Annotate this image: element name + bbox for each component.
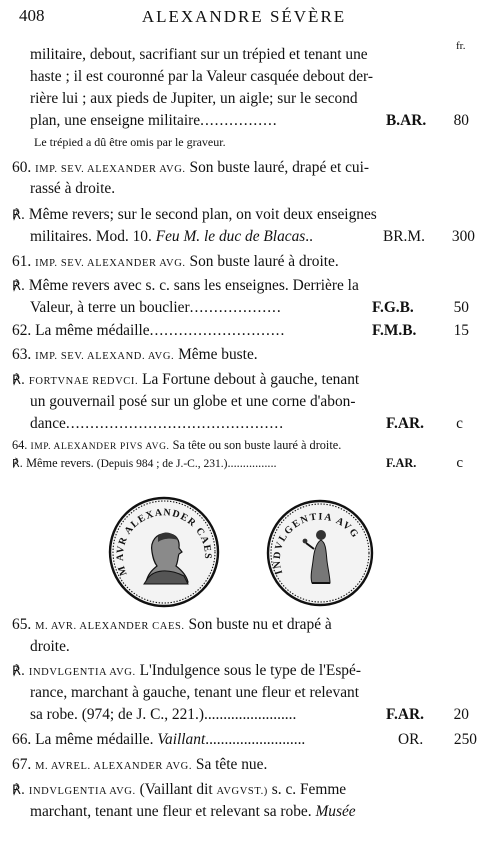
line-text: militaires. Mod. 10. <box>30 228 152 245</box>
entry-line <box>0 754 488 776</box>
line-text: Son buste lauré à droite. <box>189 253 339 270</box>
line-text: rassé à droite. <box>30 180 116 197</box>
line-text: droite. <box>30 638 70 655</box>
line-text: La Fortune debout à gauche, tenant <box>142 371 360 388</box>
coin-reverse-legend: INDVLGENTIA AVG <box>271 511 362 576</box>
price: 15 <box>453 322 469 339</box>
coin-legend: FORTVNAE REDVCI. <box>28 376 139 387</box>
line-text: (Vaillant dit <box>139 781 213 798</box>
text-line <box>0 226 488 248</box>
line-text: sa robe. (974; de J. C., 221.) <box>30 706 204 723</box>
reverse-line <box>0 452 488 474</box>
line-text: un gouvernail posé sur un globe et une corne d'abon- <box>30 393 356 410</box>
reverse-symbol: ℟. <box>12 783 26 798</box>
reverse-symbol: ℟. <box>12 208 26 223</box>
price: 50 <box>453 299 469 316</box>
leader-dots: .......................... <box>205 731 306 748</box>
metal-grade: F.AR. <box>386 415 424 432</box>
line-text: Son buste lauré, drapé et cui- <box>189 159 370 176</box>
leader-dots: ............................ <box>149 322 286 339</box>
line-text: marchant, tenant une fleur et relevant sa robe. <box>30 803 312 820</box>
leader-dots: ................... <box>189 299 282 316</box>
reverse-line <box>0 779 488 801</box>
leader-dots: .. <box>305 228 313 245</box>
coin-legend: IMP. SEV. ALEXANDER AVG. <box>35 258 186 269</box>
coin-legend: M. AVREL. ALEXANDER AVG. <box>35 761 193 772</box>
line-text: Sa tête nue. <box>195 756 268 773</box>
coin-legend: M. AVR. ALEXANDER CAES. <box>35 621 185 632</box>
text-line <box>0 178 488 200</box>
line-text: Sa tête ou son buste lauré à droite. <box>172 438 342 452</box>
entry-line <box>0 157 488 179</box>
collection-name: Feu M. le duc de Blacas <box>155 228 306 245</box>
price-column-label: fr. <box>456 40 466 52</box>
coin-legend: IMP. ALEXANDER PIVS AVG. <box>30 442 170 452</box>
text-line <box>0 110 488 132</box>
text-line <box>0 636 488 658</box>
coin-legend: INDVLGENTIA AVG. <box>28 667 136 678</box>
metal-grade: F.AR. <box>386 706 424 723</box>
entry-number: 64. <box>12 438 28 452</box>
text-line <box>0 413 488 435</box>
price: 250 <box>453 731 477 748</box>
author-name: Vaillant <box>157 731 206 748</box>
entry-number: 60. <box>12 159 32 176</box>
entry-number: 62. <box>12 322 32 339</box>
coin-legend: INDVLGENTIA AVG. <box>28 786 136 797</box>
text-line <box>0 44 488 66</box>
line-text: L'Indulgence sous le type de l'Espé- <box>139 662 361 679</box>
entry-line <box>0 729 488 751</box>
line-text: militaire, debout, sacrifiant sur un trépied et tenant une <box>30 46 368 63</box>
line-text: Même buste. <box>178 346 258 363</box>
metal-grade: B.AR. <box>386 112 427 129</box>
footnote-text: Le trépied a dû être omis par le graveur. <box>34 135 226 149</box>
coin-legend: IMP. SEV. ALEXAND. AVG. <box>35 351 175 362</box>
page-number: 408 <box>19 6 45 25</box>
metal-grade: F.M.B. <box>372 322 417 339</box>
price: c <box>456 415 463 432</box>
line-text: La même médaille. <box>35 731 154 748</box>
coin-legend: IMP. SEV. ALEXANDER AVG. <box>35 164 186 175</box>
line-text: plan, une enseigne militaire <box>30 112 201 129</box>
line-text: Son buste nu et drapé à <box>188 616 332 633</box>
line-text: La même médaille <box>35 322 150 339</box>
metal-grade: F.G.B. <box>372 299 414 316</box>
coin-legend: AVGVST.) <box>216 786 268 797</box>
reverse-symbol: ℟. <box>12 279 26 294</box>
entry-number: 61. <box>12 253 32 270</box>
reverse-line <box>0 369 488 391</box>
leader-dots: ........................ <box>203 706 297 723</box>
footnote-line <box>0 131 488 153</box>
reverse-line <box>0 660 488 682</box>
entry-line <box>0 344 488 366</box>
price: c <box>456 455 463 471</box>
text-line <box>0 682 488 704</box>
reverse-line <box>0 275 488 297</box>
running-title: ALEXANDRE SÉVÈRE <box>141 7 347 26</box>
entry-number: 63. <box>12 346 32 363</box>
line-text: dance <box>30 415 66 432</box>
line-text: Valeur, à terre un bouclier <box>30 299 190 316</box>
collection-name: Musée <box>315 803 356 820</box>
price: 20 <box>453 706 469 723</box>
reverse-symbol: ℟. <box>12 664 26 679</box>
metal-grade: OR. <box>398 731 424 748</box>
entry-number: 66. <box>12 731 32 748</box>
leader-dots: ................ <box>200 112 278 129</box>
text-line <box>0 66 488 88</box>
entry-number: 67. <box>12 756 32 773</box>
metal-grade: BR.M. <box>383 228 425 245</box>
line-text: haste ; il est couronné par la Valeur casquée debout der- <box>30 68 373 85</box>
line-text: Même revers avec s. c. sans les enseignes. Derrière la <box>28 277 359 294</box>
line-text: rière lui ; aux pieds de Jupiter, un aigle; sur le second <box>30 90 358 107</box>
price: 300 <box>451 228 475 245</box>
coin-obverse-legend: M AVR ALEXANDER CAES <box>114 507 214 577</box>
coin-obverse-illustration <box>108 496 220 608</box>
line-text: rance, marchant à gauche, tenant une fleur et relevant <box>30 684 360 701</box>
line-text: Même revers; sur le second plan, on voit deux enseignes <box>28 206 377 223</box>
text-line <box>0 297 488 319</box>
reverse-symbol: ℟. <box>12 457 24 470</box>
reverse-line <box>0 204 488 226</box>
leader-dots: ................ <box>227 456 277 470</box>
text-line <box>0 88 488 110</box>
date-note: (Depuis 984 ; de J.-C., 231.) <box>96 458 228 470</box>
text-line <box>0 391 488 413</box>
entry-line <box>0 320 488 342</box>
text-line <box>0 704 488 726</box>
reverse-symbol: ℟. <box>12 373 26 388</box>
entry-line <box>0 251 488 273</box>
metal-grade: F.AR. <box>386 456 417 470</box>
text-line <box>0 801 488 823</box>
line-text: Même revers. <box>26 456 94 470</box>
entry-line <box>0 614 488 636</box>
price: 80 <box>453 112 469 129</box>
coin-reverse-illustration <box>266 499 374 607</box>
line-text: s. c. Femme <box>271 781 347 798</box>
leader-dots: ............................................. <box>65 415 285 432</box>
entry-number: 65. <box>12 616 32 633</box>
